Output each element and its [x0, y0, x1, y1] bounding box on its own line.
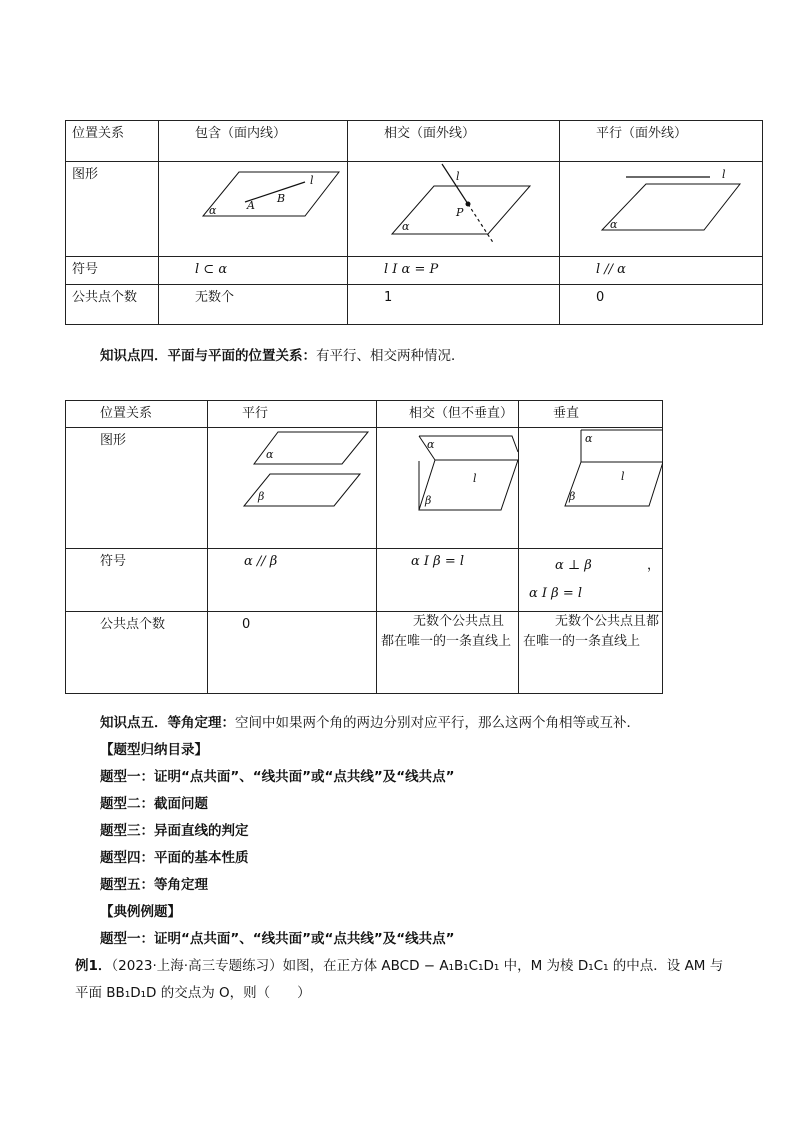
- table-row-symbol: [66, 257, 763, 285]
- perpendicular-planes-diagram: [519, 428, 663, 548]
- line-intersect-plane-diagram: [348, 162, 560, 256]
- header-cell: 包含（面内线）: [159, 121, 348, 162]
- knowledge-point-5: [100, 713, 640, 733]
- figure-intersect-cell: [348, 162, 560, 257]
- kp5-title: 知识点五．等角定理：: [100, 715, 235, 731]
- row-label: 图形: [66, 162, 159, 257]
- kp4-text: 有平行、相交两种情况．: [316, 348, 465, 364]
- plane-plane-relation-table: [65, 400, 663, 694]
- example-type-heading: 题型一：证明“点共面”、“线共面”或“点共线”及“线共点”: [100, 931, 455, 947]
- header-cell: 相交（面外线）: [348, 121, 560, 162]
- label-l: l: [473, 472, 477, 485]
- perp-symbol: α ⊥ β: [555, 558, 592, 573]
- symbol-cell: l ⊂ α: [159, 257, 348, 285]
- table-header-row: [66, 401, 663, 428]
- table-header-row: [66, 121, 763, 162]
- figure-contain-cell: [159, 162, 348, 257]
- header-cell: 平行: [208, 401, 377, 428]
- row-label: 符号: [66, 549, 208, 612]
- type-item-5: 题型五：等角定理: [100, 877, 208, 893]
- label-alpha: α: [427, 438, 435, 451]
- directory-title: 【题型归纳目录】: [100, 742, 208, 758]
- label-beta: β: [425, 494, 432, 507]
- figure-parallel-cell: [208, 428, 377, 549]
- label-l: l: [456, 170, 460, 183]
- count-cell: 无数个公共点且都在唯一的一条直线上: [519, 612, 663, 694]
- label-alpha: α: [209, 204, 217, 217]
- symbol-cell: α I β = l: [377, 549, 519, 612]
- label-l: l: [722, 168, 726, 181]
- label-beta: β: [258, 490, 265, 503]
- example-1-line-2: 平面 BB₁D₁D 的交点为 O，则（ ）: [75, 985, 311, 1001]
- symbol-cell: α // β: [208, 549, 377, 612]
- symbol-cell: [519, 549, 663, 612]
- count-cell: 0: [208, 612, 377, 694]
- label-p: P: [456, 206, 464, 219]
- figure-intersect-cell: [377, 428, 519, 549]
- header-cell: 位置关系: [66, 121, 159, 162]
- parallel-planes-diagram: [208, 428, 377, 548]
- intersecting-planes-diagram: [377, 428, 519, 548]
- row-label: 公共点个数: [66, 612, 208, 694]
- type-item-3: 题型三：异面直线的判定: [100, 823, 249, 839]
- line-plane-relation-table: [65, 120, 763, 325]
- label-alpha: α: [402, 220, 410, 233]
- examples-title: 【典例例题】: [100, 904, 181, 920]
- line-parallel-plane-diagram: [560, 162, 763, 256]
- row-label: 公共点个数: [66, 285, 159, 325]
- type-item-1: 题型一：证明“点共面”、“线共面”或“点共线”及“线共点”: [100, 769, 455, 785]
- symbol-cell: l // α: [560, 257, 763, 285]
- symbol-cell: l I α = P: [348, 257, 560, 285]
- label-b: B: [277, 192, 286, 205]
- label-l: l: [310, 174, 314, 187]
- label-l: l: [621, 470, 625, 483]
- label-alpha: α: [266, 448, 274, 461]
- table-row-symbol: [66, 549, 663, 612]
- label-a: A: [247, 199, 255, 212]
- table-row-count: [66, 612, 663, 694]
- row-label: 图形: [66, 428, 208, 549]
- type-item-4: 题型四：平面的基本性质: [100, 850, 249, 866]
- header-cell: 位置关系: [66, 401, 208, 428]
- header-cell: 相交（但不垂直）: [377, 401, 519, 428]
- row-label: 符号: [66, 257, 159, 285]
- table-row-figure: [66, 162, 763, 257]
- label-alpha: α: [585, 432, 593, 445]
- count-cell: 无数个公共点且都在唯一的一条直线上: [377, 612, 519, 694]
- type-item-2: 题型二：截面问题: [100, 796, 208, 812]
- table-row-figure: [66, 428, 663, 549]
- comma: ，: [647, 558, 661, 573]
- label-beta: β: [569, 490, 576, 503]
- count-cell: 无数个: [159, 285, 348, 325]
- kp4-title: 知识点四．平面与平面的位置关系：: [100, 348, 316, 364]
- example-text: （2023·上海·高三专题练习）如图，在正方体 ABCD − A₁B₁C₁D₁ 中，M 为棱 D₁C₁ 的中点．设 AM 与: [111, 958, 724, 974]
- knowledge-point-4: [100, 346, 465, 366]
- table-row-count: [66, 285, 763, 325]
- perp-intersect-symbol: α I β = l: [529, 586, 583, 601]
- header-cell: 垂直: [519, 401, 663, 428]
- line-in-plane-diagram: [159, 162, 348, 256]
- kp5-text: 空间中如果两个角的两边分别对应平行，那么这两个角相等或互补．: [235, 715, 640, 731]
- label-alpha: α: [610, 218, 618, 231]
- example-1-line-1: [75, 956, 723, 976]
- count-cell: 1: [348, 285, 560, 325]
- figure-perp-cell: [519, 428, 663, 549]
- header-cell: 平行（面外线）: [560, 121, 763, 162]
- example-label: 例1．: [75, 958, 112, 974]
- count-cell: 0: [560, 285, 763, 325]
- figure-parallel-cell: [560, 162, 763, 257]
